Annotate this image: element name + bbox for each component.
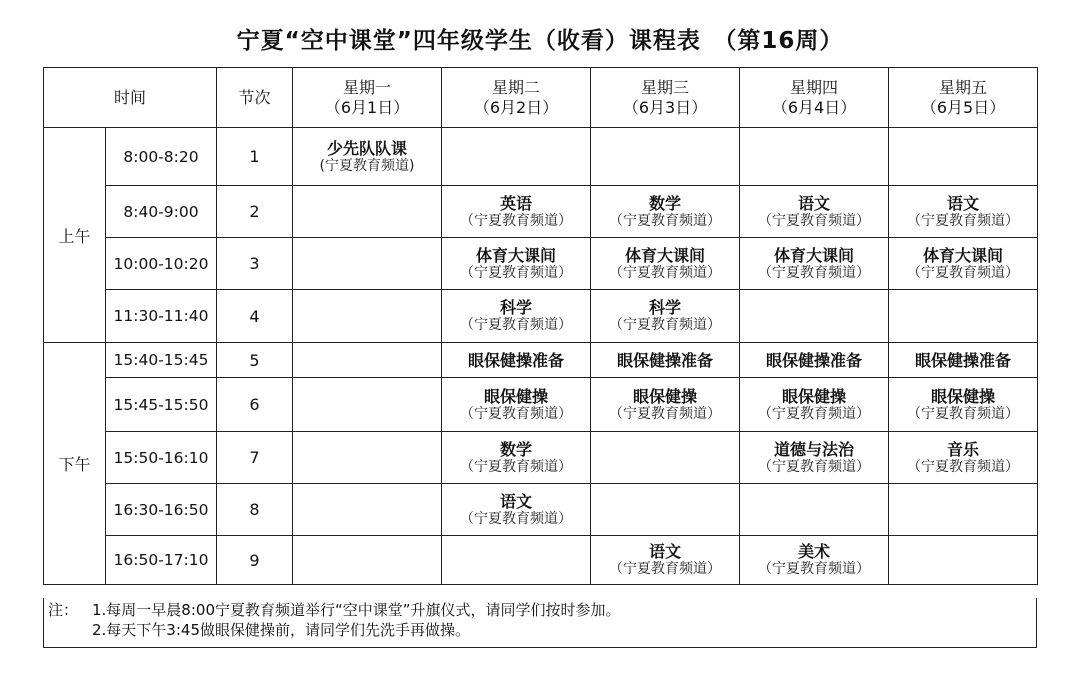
table-row bbox=[44, 238, 1038, 290]
class-name: 数学 bbox=[500, 439, 533, 459]
class-cell-mon bbox=[293, 128, 442, 186]
period-number-cell: 4 bbox=[217, 290, 293, 343]
class-cell-mon bbox=[293, 484, 442, 536]
class-name: 科学 bbox=[649, 298, 682, 317]
class-name: 眼保健操 bbox=[484, 386, 549, 406]
header-period: 节次 bbox=[217, 68, 293, 128]
class-cell-tue bbox=[442, 432, 591, 484]
class-cell-thu bbox=[740, 186, 889, 238]
class-name: 道德与法治 bbox=[774, 439, 855, 459]
class-cell-wed bbox=[591, 536, 740, 585]
class-cell-tue bbox=[442, 378, 591, 432]
morning-label: 上午 bbox=[44, 128, 106, 343]
class-name: 语文 bbox=[649, 542, 682, 561]
time-cell: 8:00-8:20 bbox=[106, 128, 217, 186]
class-cell-mon bbox=[293, 290, 442, 343]
day-label: 星期五 bbox=[939, 77, 988, 97]
class-cell-wed bbox=[591, 238, 740, 290]
table-row bbox=[44, 378, 1038, 432]
class-cell-tue bbox=[442, 128, 591, 186]
class-cell-tue bbox=[442, 536, 591, 585]
class-cell-tue bbox=[442, 343, 591, 378]
period-number-cell: 3 bbox=[217, 238, 293, 290]
class-name: 少先队队课 bbox=[327, 138, 408, 158]
class-cell-thu bbox=[740, 432, 889, 484]
channel-name: （宁夏教育频道） bbox=[758, 561, 871, 577]
class-name: 眼保健操准备 bbox=[617, 350, 714, 370]
class-name: 眼保健操 bbox=[633, 386, 698, 406]
notes-label: 注： bbox=[48, 601, 79, 619]
table-row bbox=[44, 186, 1038, 238]
header-day-wed bbox=[591, 68, 740, 128]
class-cell-tue bbox=[442, 290, 591, 343]
channel-name: （宁夏教育频道） bbox=[758, 212, 871, 229]
class-cell-tue bbox=[442, 186, 591, 238]
period-number-cell: 8 bbox=[217, 484, 293, 536]
class-cell-wed bbox=[591, 128, 740, 186]
period-number-cell: 7 bbox=[217, 432, 293, 484]
class-cell-fri bbox=[889, 128, 1038, 186]
class-name: 数学 bbox=[649, 193, 682, 213]
channel-name: (宁夏教育频道) bbox=[319, 157, 415, 174]
channel-name: （宁夏教育频道） bbox=[758, 405, 871, 422]
class-cell-wed bbox=[591, 378, 740, 432]
notes-box bbox=[43, 598, 1037, 648]
class-name: 语文 bbox=[500, 491, 533, 511]
class-cell-thu bbox=[740, 343, 889, 378]
class-cell-tue bbox=[442, 484, 591, 536]
class-cell-thu bbox=[740, 238, 889, 290]
class-cell-fri bbox=[889, 484, 1038, 536]
channel-name: （宁夏教育频道） bbox=[609, 405, 722, 422]
channel-name: （宁夏教育频道） bbox=[907, 405, 1020, 422]
class-name: 音乐 bbox=[947, 439, 980, 459]
time-cell: 15:50-16:10 bbox=[106, 432, 217, 484]
class-name: 语文 bbox=[798, 193, 831, 213]
class-cell-thu bbox=[740, 378, 889, 432]
channel-name: （宁夏教育频道） bbox=[609, 317, 722, 333]
class-name: 眼保健操准备 bbox=[468, 350, 565, 370]
header-day-tue bbox=[442, 68, 591, 128]
class-name: 眼保健操准备 bbox=[766, 350, 863, 370]
channel-name: （宁夏教育频道） bbox=[907, 212, 1020, 229]
day-label: 星期二 bbox=[492, 77, 541, 97]
class-name: 体育大课间 bbox=[923, 245, 1004, 265]
table-row bbox=[44, 290, 1038, 343]
class-cell-mon bbox=[293, 186, 442, 238]
table-row bbox=[44, 536, 1038, 585]
date-label: （6月1日） bbox=[324, 97, 410, 117]
header-day-thu bbox=[740, 68, 889, 128]
date-label: （6月3日） bbox=[622, 97, 708, 117]
class-cell-fri bbox=[889, 186, 1038, 238]
time-cell: 11:30-11:40 bbox=[106, 290, 217, 343]
schedule-body bbox=[44, 128, 1038, 585]
class-name: 美术 bbox=[798, 542, 831, 561]
channel-name: （宁夏教育频道） bbox=[460, 317, 573, 333]
time-cell: 15:40-15:45 bbox=[106, 343, 217, 378]
class-name: 眼保健操 bbox=[931, 386, 996, 406]
time-cell: 10:00-10:20 bbox=[106, 238, 217, 290]
period-number-cell: 5 bbox=[217, 343, 293, 378]
date-label: （6月5日） bbox=[920, 97, 1006, 117]
class-cell-tue bbox=[442, 238, 591, 290]
day-label: 星期一 bbox=[343, 77, 392, 97]
class-cell-wed bbox=[591, 484, 740, 536]
class-cell-thu bbox=[740, 128, 889, 186]
class-name: 语文 bbox=[947, 193, 980, 213]
table-row bbox=[44, 343, 1038, 378]
header-row bbox=[44, 68, 1038, 128]
class-name: 体育大课间 bbox=[476, 245, 557, 265]
header-day-mon bbox=[293, 68, 442, 128]
class-cell-fri bbox=[889, 536, 1038, 585]
class-name: 眼保健操 bbox=[782, 386, 847, 406]
class-cell-wed bbox=[591, 343, 740, 378]
channel-name: （宁夏教育频道） bbox=[460, 510, 573, 527]
class-cell-mon bbox=[293, 343, 442, 378]
time-cell: 16:50-17:10 bbox=[106, 536, 217, 585]
class-name: 眼保健操准备 bbox=[915, 350, 1012, 370]
class-name: 体育大课间 bbox=[774, 245, 855, 265]
class-cell-wed bbox=[591, 186, 740, 238]
class-cell-thu bbox=[740, 484, 889, 536]
time-cell: 15:45-15:50 bbox=[106, 378, 217, 432]
time-cell: 8:40-9:00 bbox=[106, 186, 217, 238]
class-name: 体育大课间 bbox=[625, 245, 706, 265]
class-cell-mon bbox=[293, 536, 442, 585]
channel-name: （宁夏教育频道） bbox=[907, 264, 1020, 281]
class-cell-fri bbox=[889, 238, 1038, 290]
class-name: 科学 bbox=[500, 298, 533, 317]
class-name: 英语 bbox=[500, 193, 533, 213]
class-cell-fri bbox=[889, 290, 1038, 343]
table-row bbox=[44, 484, 1038, 536]
table-row bbox=[44, 128, 1038, 186]
period-number-cell: 6 bbox=[217, 378, 293, 432]
table-row bbox=[44, 432, 1038, 484]
channel-name: （宁夏教育频道） bbox=[609, 561, 722, 577]
date-label: （6月2日） bbox=[473, 97, 559, 117]
class-cell-fri bbox=[889, 378, 1038, 432]
channel-name: （宁夏教育频道） bbox=[609, 264, 722, 281]
period-number-cell: 1 bbox=[217, 128, 293, 186]
page-title: 宁夏“空中课堂”四年级学生（收看）课程表 （第16周） bbox=[236, 28, 844, 54]
day-label: 星期四 bbox=[790, 77, 839, 97]
channel-name: （宁夏教育频道） bbox=[907, 458, 1020, 475]
channel-name: （宁夏教育频道） bbox=[460, 212, 573, 229]
class-cell-thu bbox=[740, 290, 889, 343]
period-number-cell: 9 bbox=[217, 536, 293, 585]
class-cell-fri bbox=[889, 432, 1038, 484]
afternoon-label: 下午 bbox=[44, 343, 106, 585]
class-cell-mon bbox=[293, 378, 442, 432]
channel-name: （宁夏教育频道） bbox=[758, 458, 871, 475]
class-cell-wed bbox=[591, 290, 740, 343]
channel-name: （宁夏教育频道） bbox=[460, 458, 573, 475]
class-cell-fri bbox=[889, 343, 1038, 378]
channel-name: （宁夏教育频道） bbox=[609, 212, 722, 229]
header-time: 时间 bbox=[44, 68, 217, 128]
note-line-1: 1.每周一早晨8:00宁夏教育频道举行“空中课堂”升旗仪式，请同学们按时参加。 bbox=[92, 601, 621, 619]
class-cell-wed bbox=[591, 432, 740, 484]
date-label: （6月4日） bbox=[771, 97, 857, 117]
class-cell-thu bbox=[740, 536, 889, 585]
time-cell: 16:30-16:50 bbox=[106, 484, 217, 536]
channel-name: （宁夏教育频道） bbox=[460, 405, 573, 422]
channel-name: （宁夏教育频道） bbox=[460, 264, 573, 281]
period-number-cell: 2 bbox=[217, 186, 293, 238]
channel-name: （宁夏教育频道） bbox=[758, 264, 871, 281]
class-cell-mon bbox=[293, 432, 442, 484]
day-label: 星期三 bbox=[641, 77, 690, 97]
class-cell-mon bbox=[293, 238, 442, 290]
note-line-2: 2.每天下午3:45做眼保健操前，请同学们先洗手再做操。 bbox=[92, 621, 470, 639]
header-day-fri bbox=[889, 68, 1038, 128]
schedule-table bbox=[43, 67, 1038, 585]
